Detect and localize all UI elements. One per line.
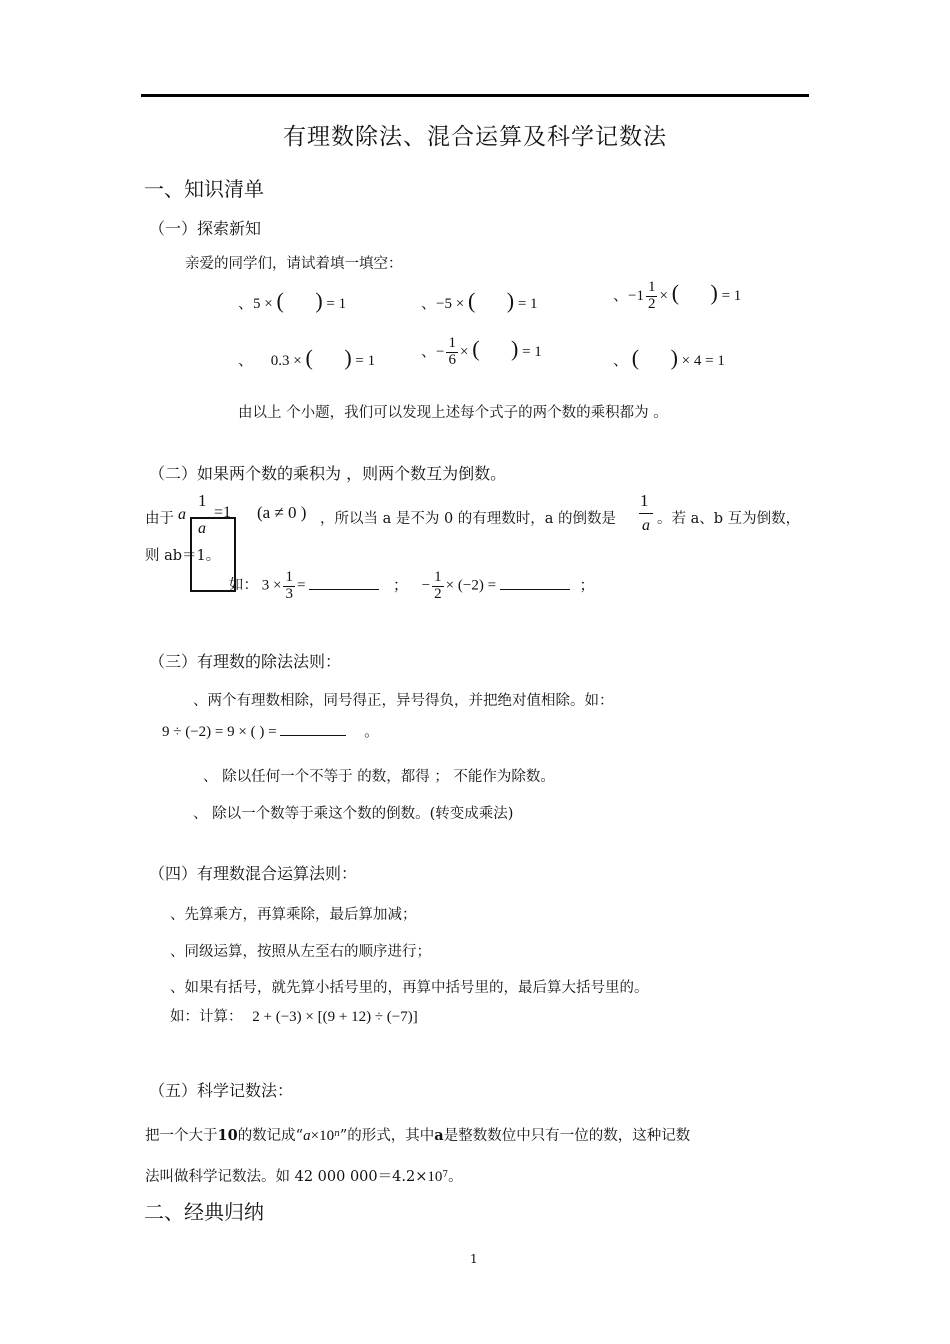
division-rule-3: 、 除以一个数等于乘这个数的倒数。(转变成乘法) (193, 806, 514, 822)
reciprocal-then: 则 ab＝1。 (145, 548, 221, 564)
part3-heading: （三）有理数的除法法则： (149, 652, 342, 671)
mixed-rule-3: 、如果有括号，就先算小括号里的，再算中括号里的，最后算大括号里的。 (170, 980, 649, 996)
part5-heading: （五）科学记数法： (149, 1081, 294, 1100)
mixed-rule-1: 、先算乘方，再算乘除，最后算加减； (170, 907, 417, 923)
page-title: 有理数除法、混合运算及科学记数法 (283, 124, 667, 150)
reciprocal-examples: 如： 3 × $\frac{1}{3}$ = ； − $\frac{1}{2}$ × (−2) = ； (229, 569, 595, 602)
division-rule-1: 、两个有理数相除，同号得正，异号得负，并把绝对值相除。如： (193, 693, 614, 709)
top-rule (141, 94, 809, 97)
mixed-example: 如：计算： 2 + (−3) × [(9 + 12) ÷ (−7)] (170, 1009, 418, 1025)
reciprocal-frac-line (639, 513, 653, 514)
section1-heading: 一、知识清单 (144, 177, 264, 201)
part1-intro: 亲爱的同学们，请试着填一填空： (185, 256, 403, 272)
page-number: 1 (470, 1252, 478, 1266)
exercise-1: 、5 × ( ) = 1 (238, 288, 347, 313)
exercise-5: 、− $\frac{1}{6}$ × ( ) = 1 (421, 335, 542, 369)
exercise-4: 、 0.3 × ( ) = 1 (238, 345, 376, 370)
sci-notation-line-1: 把一个大于10的数记成“$a\times 10^n$”的形式，其中a是整数数位中只有一位的数，这种记数 (145, 1127, 691, 1144)
reciprocal-den: a (198, 520, 206, 537)
reciprocal-num: 1 (198, 491, 207, 510)
exercise-3: 、−1 $\frac{1}{2}$ × ( ) = 1 (613, 279, 742, 313)
division-rule-2: 、 除以任何一个不等于 的数，都得 ； 不能作为除数。 (203, 769, 555, 785)
exercise-2: 、−5 × ( ) = 1 (421, 288, 538, 313)
reciprocal-eq: =1 (214, 504, 232, 521)
part2-heading: （二）如果两个数的乘积为 ，则两个数互为倒数。 (149, 464, 507, 483)
reciprocal-frac-den: a (642, 517, 650, 534)
answer-blank (500, 575, 570, 590)
exercise-6: 、 ( ) × 4 = 1 (613, 345, 725, 370)
sci-notation-line-2: 法叫做科学记数法。如 42 000 $000=4.2\times 10^7$。 (145, 1169, 463, 1185)
reciprocal-since: 由于 (145, 511, 174, 527)
answer-blank (309, 575, 379, 590)
reciprocal-frac-num: 1 (640, 491, 649, 510)
mixed-rule-2: 、同级运算，按照从左至右的顺序进行； (170, 944, 431, 960)
part1-conclusion: 由以上 个小题，我们可以发现上述每个式子的两个数的乘积都为 。 (238, 405, 668, 421)
reciprocal-a: a (178, 506, 186, 523)
part4-heading: （四）有理数混合运算法则： (149, 864, 358, 883)
reciprocal-condition: (a ≠ 0 ) (257, 503, 307, 522)
reciprocal-mid: ，所以当 a 是不为 0 的有理数时，a 的倒数是 (320, 511, 617, 527)
reciprocal-tail: 。若 a、b 互为倒数， (657, 511, 801, 527)
division-example: 9 ÷ (−2) = 9 × ( ) = 。 (162, 720, 379, 741)
section2-heading: 二、经典归纳 (144, 1200, 264, 1224)
part1-heading: （一）探索新知 (149, 219, 262, 238)
answer-blank (280, 721, 346, 736)
